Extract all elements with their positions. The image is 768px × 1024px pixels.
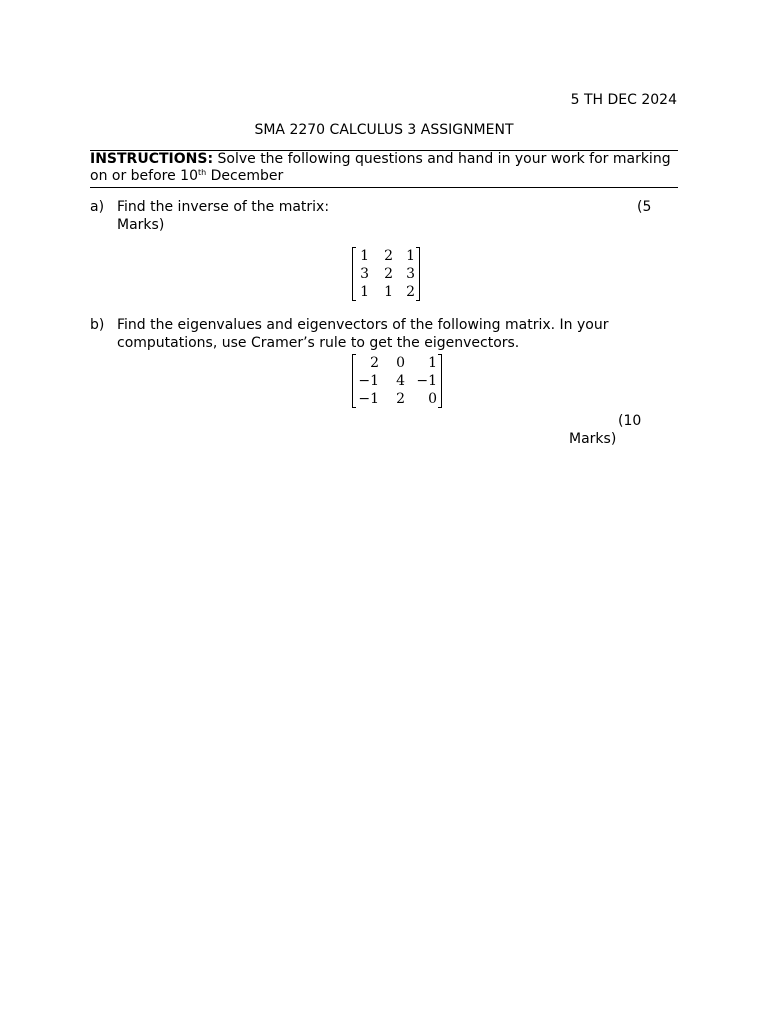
assignment-date: 5 TH DEC 2024	[570, 92, 677, 108]
matrix-cell: −1	[358, 391, 379, 407]
assignment-title: SMA 2270 CALCULUS 3 ASSIGNMENT	[254, 122, 514, 138]
question-a-marks-unit: Marks)	[117, 217, 165, 233]
question-b-text-line1: Find the eigenvalues and eigenvectors of the following matrix. In your	[117, 317, 609, 333]
instructions-bottom-rule	[90, 187, 678, 188]
matrix-cell: 1	[384, 284, 393, 300]
matrix-cell: 0	[396, 355, 405, 371]
matrix-cell: 1	[360, 284, 369, 300]
matrix-a	[352, 247, 420, 301]
matrix-cell: 2	[384, 248, 393, 264]
matrix-cell: 2	[370, 355, 379, 371]
instructions-text: Solve the following questions and hand in your work for marking on or before 10	[90, 151, 671, 184]
matrix-cell: 2	[384, 266, 393, 282]
matrix-cell: −1	[416, 373, 437, 389]
matrix-cell: 2	[396, 391, 405, 407]
question-a-label: a)	[90, 199, 105, 215]
matrix-a-right-bracket	[416, 247, 420, 301]
instructions-label: INSTRUCTIONS:	[90, 151, 214, 167]
instructions-superscript: th	[197, 168, 207, 177]
question-b-label: b)	[90, 317, 105, 333]
instructions-block	[90, 151, 678, 185]
matrix-cell: −1	[358, 373, 379, 389]
question-b-marks: (10	[618, 413, 642, 429]
matrix-cell: 3	[360, 266, 369, 282]
question-b-text-line2: computations, use Cramer’s rule to get the eigenvectors.	[117, 335, 520, 351]
matrix-cell: 0	[428, 391, 437, 407]
matrix-cell: 3	[406, 266, 415, 282]
matrix-cell: 2	[406, 284, 415, 300]
matrix-cell: 1	[406, 248, 415, 264]
matrix-cell: 1	[428, 355, 437, 371]
matrix-a-cells	[356, 247, 416, 301]
matrix-b-cells	[356, 354, 438, 408]
matrix-b	[352, 354, 442, 408]
question-a-marks: (5	[637, 199, 652, 215]
matrix-cell: 4	[396, 373, 405, 389]
matrix-cell: 1	[360, 248, 369, 264]
instructions-text-end: December	[206, 168, 284, 184]
matrix-b-right-bracket	[438, 354, 442, 408]
question-a-text: Find the inverse of the matrix:	[117, 199, 330, 215]
question-b-marks-unit: Marks)	[569, 431, 617, 447]
